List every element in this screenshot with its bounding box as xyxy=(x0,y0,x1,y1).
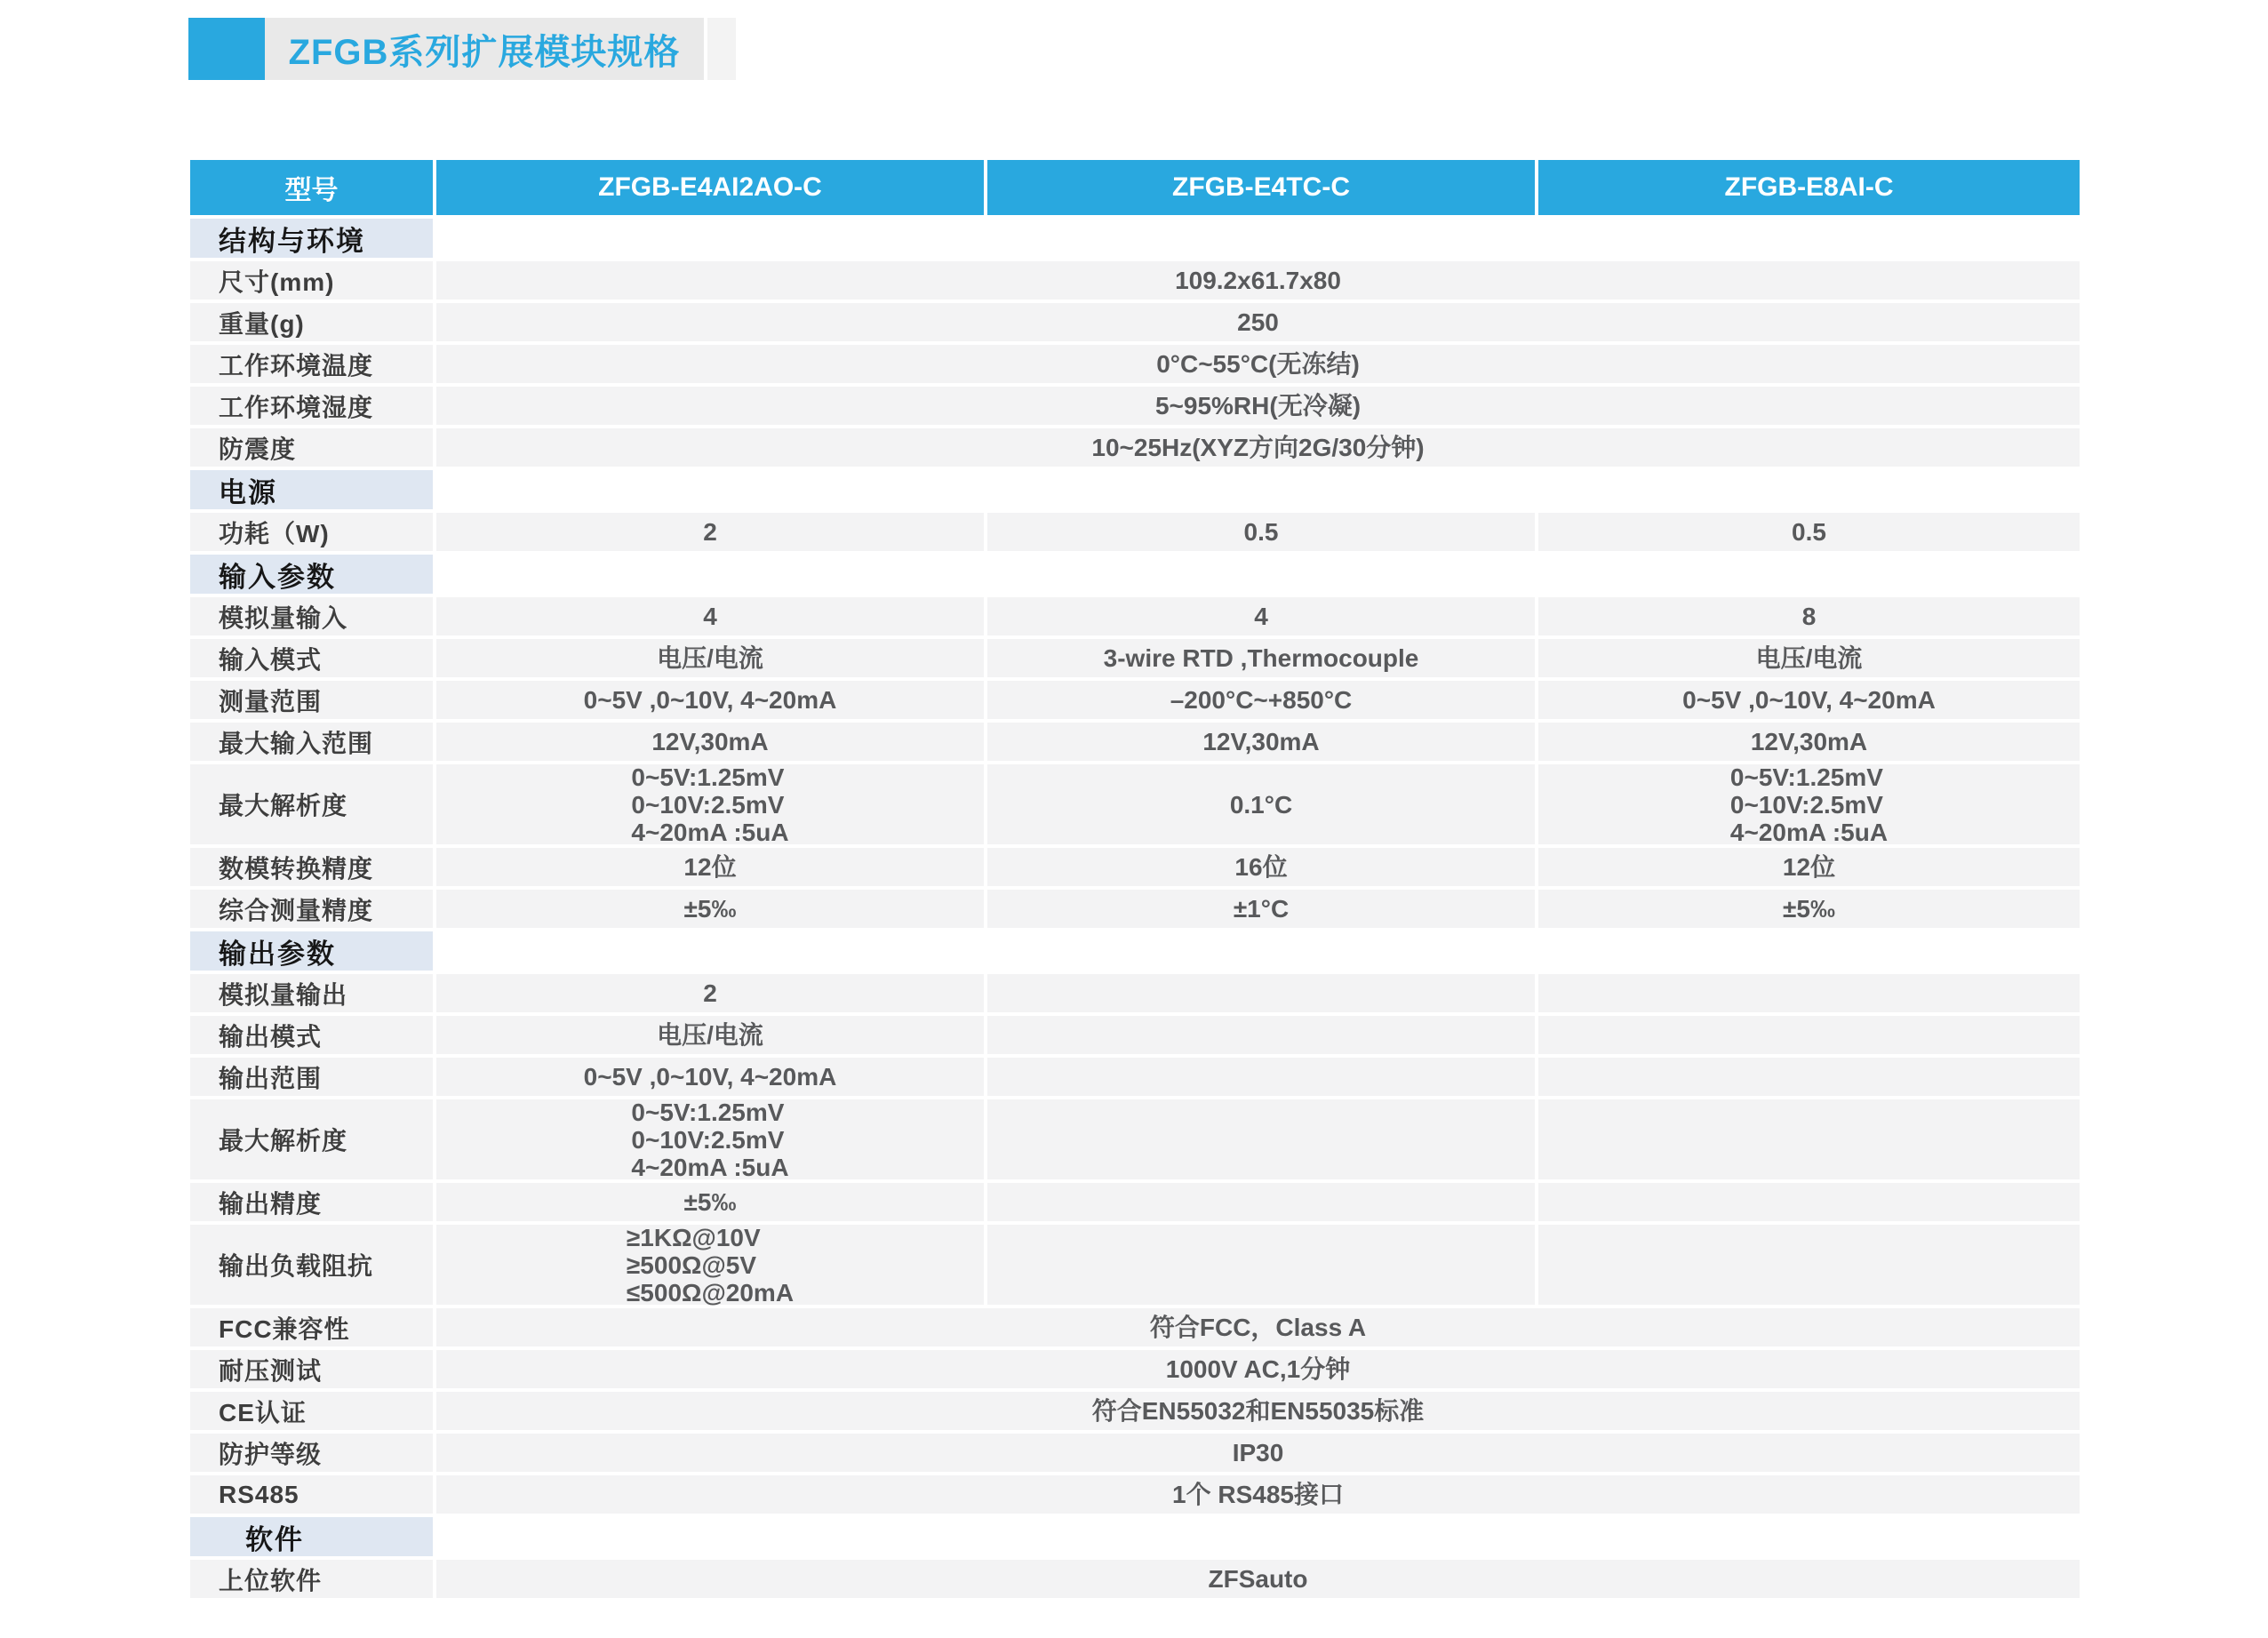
section-row xyxy=(190,931,2080,971)
row-value-col3 xyxy=(1538,1099,2080,1179)
spec-row xyxy=(190,1560,2080,1598)
spec-row xyxy=(190,428,2080,467)
row-label: 数模转换精度 xyxy=(190,848,433,886)
title-bar xyxy=(188,18,736,80)
row-label: 尺寸(mm) xyxy=(190,261,433,300)
column-header-zfgb-e4tc-c: ZFGB-E4TC-C xyxy=(987,160,1535,215)
row-value-col1: 0~5V ,0~10V, 4~20mA xyxy=(436,681,984,719)
spec-row xyxy=(190,1434,2080,1472)
row-value-col2 xyxy=(987,974,1535,1012)
row-value-col1: 0~5V:1.25mV 0~10V:2.5mV 4~20mA :5uA xyxy=(436,1099,984,1179)
row-value-col3: 0.5 xyxy=(1538,513,2080,551)
row-value-merged: 0°C~55°C(无冻结) xyxy=(436,345,2080,383)
row-label: 防震度 xyxy=(190,428,433,467)
row-value-merged: 109.2x61.7x80 xyxy=(436,261,2080,300)
row-value-merged: IP30 xyxy=(436,1434,2080,1472)
row-value-merged: 250 xyxy=(436,303,2080,341)
spec-row xyxy=(190,261,2080,300)
row-value-col3: 0~5V ,0~10V, 4~20mA xyxy=(1538,681,2080,719)
row-value-col2 xyxy=(987,1183,1535,1221)
row-label: 输出模式 xyxy=(190,1016,433,1054)
spec-row xyxy=(190,764,2080,844)
row-value-col2: 12V,30mA xyxy=(987,723,1535,761)
row-label: 模拟量输入 xyxy=(190,597,433,635)
row-value-col1: ±5‰ xyxy=(436,1183,984,1221)
section-label: 软件 xyxy=(190,1517,433,1556)
page-title: ZFGB系列扩展模块规格 xyxy=(288,32,681,72)
row-label: 测量范围 xyxy=(190,681,433,719)
row-value-col1: ±5‰ xyxy=(436,890,984,928)
row-value-col1: 12位 xyxy=(436,848,984,886)
row-value-col3 xyxy=(1538,1183,2080,1221)
row-label: 输出范围 xyxy=(190,1058,433,1096)
row-value-col1: 4 xyxy=(436,597,984,635)
spec-row xyxy=(190,1308,2080,1346)
spec-row xyxy=(190,387,2080,425)
row-label: 功耗（W) xyxy=(190,513,433,551)
spec-row xyxy=(190,723,2080,761)
column-header-zfgb-e4ai2ao-c: ZFGB-E4AI2AO-C xyxy=(436,160,984,215)
row-label: 最大解析度 xyxy=(190,764,433,844)
spec-row xyxy=(190,1058,2080,1096)
spec-row xyxy=(190,1099,2080,1179)
row-value-col2 xyxy=(987,1058,1535,1096)
spec-row xyxy=(190,848,2080,886)
spec-row xyxy=(190,1225,2080,1305)
row-value-merged: 符合EN55032和EN55035标准 xyxy=(436,1392,2080,1430)
row-label: 重量(g) xyxy=(190,303,433,341)
spec-row xyxy=(190,303,2080,341)
row-value-merged: ZFSauto xyxy=(436,1560,2080,1598)
row-value-col2: 0.1°C xyxy=(987,764,1535,844)
row-value-col2 xyxy=(987,1016,1535,1054)
title-accent-block xyxy=(188,18,265,80)
spec-row xyxy=(190,345,2080,383)
title-end-strip xyxy=(707,18,736,80)
row-value-col2: 4 xyxy=(987,597,1535,635)
row-value-col3: 0~5V:1.25mV 0~10V:2.5mV 4~20mA :5uA xyxy=(1538,764,2080,844)
row-label: 最大输入范围 xyxy=(190,723,433,761)
row-value-col1: 电压/电流 xyxy=(436,1016,984,1054)
spec-table xyxy=(190,160,2080,1598)
row-value-merged: 符合FCC，Class A xyxy=(436,1308,2080,1346)
row-value-col3: ±5‰ xyxy=(1538,890,2080,928)
row-label: 最大解析度 xyxy=(190,1099,433,1179)
row-label: 工作环境温度 xyxy=(190,345,433,383)
row-value-col3 xyxy=(1538,1225,2080,1305)
section-row xyxy=(190,1517,2080,1556)
row-value-merged: 1000V AC,1分钟 xyxy=(436,1350,2080,1388)
row-label: 综合测量精度 xyxy=(190,890,433,928)
row-label: CE认证 xyxy=(190,1392,433,1430)
row-value-merged: 5~95%RH(无冷凝) xyxy=(436,387,2080,425)
row-value-col1: 2 xyxy=(436,513,984,551)
row-value-col3 xyxy=(1538,1016,2080,1054)
section-label: 输出参数 xyxy=(190,931,433,971)
row-value-col1: ≥1KΩ@10V ≥500Ω@5V ≤500Ω@20mA xyxy=(436,1225,984,1305)
row-label: 耐压测试 xyxy=(190,1350,433,1388)
section-row xyxy=(190,219,2080,258)
row-value-col3 xyxy=(1538,974,2080,1012)
row-label: 输出负载阻抗 xyxy=(190,1225,433,1305)
row-label: FCC兼容性 xyxy=(190,1308,433,1346)
row-value-col1: 2 xyxy=(436,974,984,1012)
row-label: 防护等级 xyxy=(190,1434,433,1472)
section-label: 结构与环境 xyxy=(190,219,433,258)
row-label: 模拟量输出 xyxy=(190,974,433,1012)
row-value-col3: 8 xyxy=(1538,597,2080,635)
row-value-col1: 12V,30mA xyxy=(436,723,984,761)
spec-row xyxy=(190,681,2080,719)
spec-row xyxy=(190,639,2080,677)
spec-row xyxy=(190,890,2080,928)
row-label: 工作环境湿度 xyxy=(190,387,433,425)
row-value-col3: 12V,30mA xyxy=(1538,723,2080,761)
section-label: 输入参数 xyxy=(190,555,433,594)
column-header-model: 型号 xyxy=(190,160,433,215)
row-label: RS485 xyxy=(190,1475,433,1514)
spec-row xyxy=(190,1183,2080,1221)
row-label: 输入模式 xyxy=(190,639,433,677)
table-header-row xyxy=(190,160,2080,215)
row-value-col1: 0~5V ,0~10V, 4~20mA xyxy=(436,1058,984,1096)
row-value-col3 xyxy=(1538,1058,2080,1096)
row-value-col3: 电压/电流 xyxy=(1538,639,2080,677)
spec-row xyxy=(190,1016,2080,1054)
row-value-col2: 3-wire RTD ,Thermocouple xyxy=(987,639,1535,677)
section-row xyxy=(190,470,2080,509)
spec-row xyxy=(190,1350,2080,1388)
row-value-col2 xyxy=(987,1225,1535,1305)
spec-row xyxy=(190,1392,2080,1430)
row-value-col2: ±1°C xyxy=(987,890,1535,928)
row-value-col3: 12位 xyxy=(1538,848,2080,886)
spec-row xyxy=(190,1475,2080,1514)
row-value-merged: 10~25Hz(XYZ方向2G/30分钟) xyxy=(436,428,2080,467)
row-value-col1: 电压/电流 xyxy=(436,639,984,677)
column-header-zfgb-e8ai-c: ZFGB-E8AI-C xyxy=(1538,160,2080,215)
row-label: 输出精度 xyxy=(190,1183,433,1221)
page-title-box xyxy=(265,18,704,80)
row-value-col2: 0.5 xyxy=(987,513,1535,551)
row-value-merged: 1个 RS485接口 xyxy=(436,1475,2080,1514)
section-label: 电源 xyxy=(190,470,433,509)
row-value-col2: 16位 xyxy=(987,848,1535,886)
spec-row xyxy=(190,597,2080,635)
spec-row xyxy=(190,513,2080,551)
section-row xyxy=(190,555,2080,594)
row-value-col2: –200°C~+850°C xyxy=(987,681,1535,719)
row-value-col2 xyxy=(987,1099,1535,1179)
row-label: 上位软件 xyxy=(190,1560,433,1598)
spec-row xyxy=(190,974,2080,1012)
row-value-col1: 0~5V:1.25mV 0~10V:2.5mV 4~20mA :5uA xyxy=(436,764,984,844)
